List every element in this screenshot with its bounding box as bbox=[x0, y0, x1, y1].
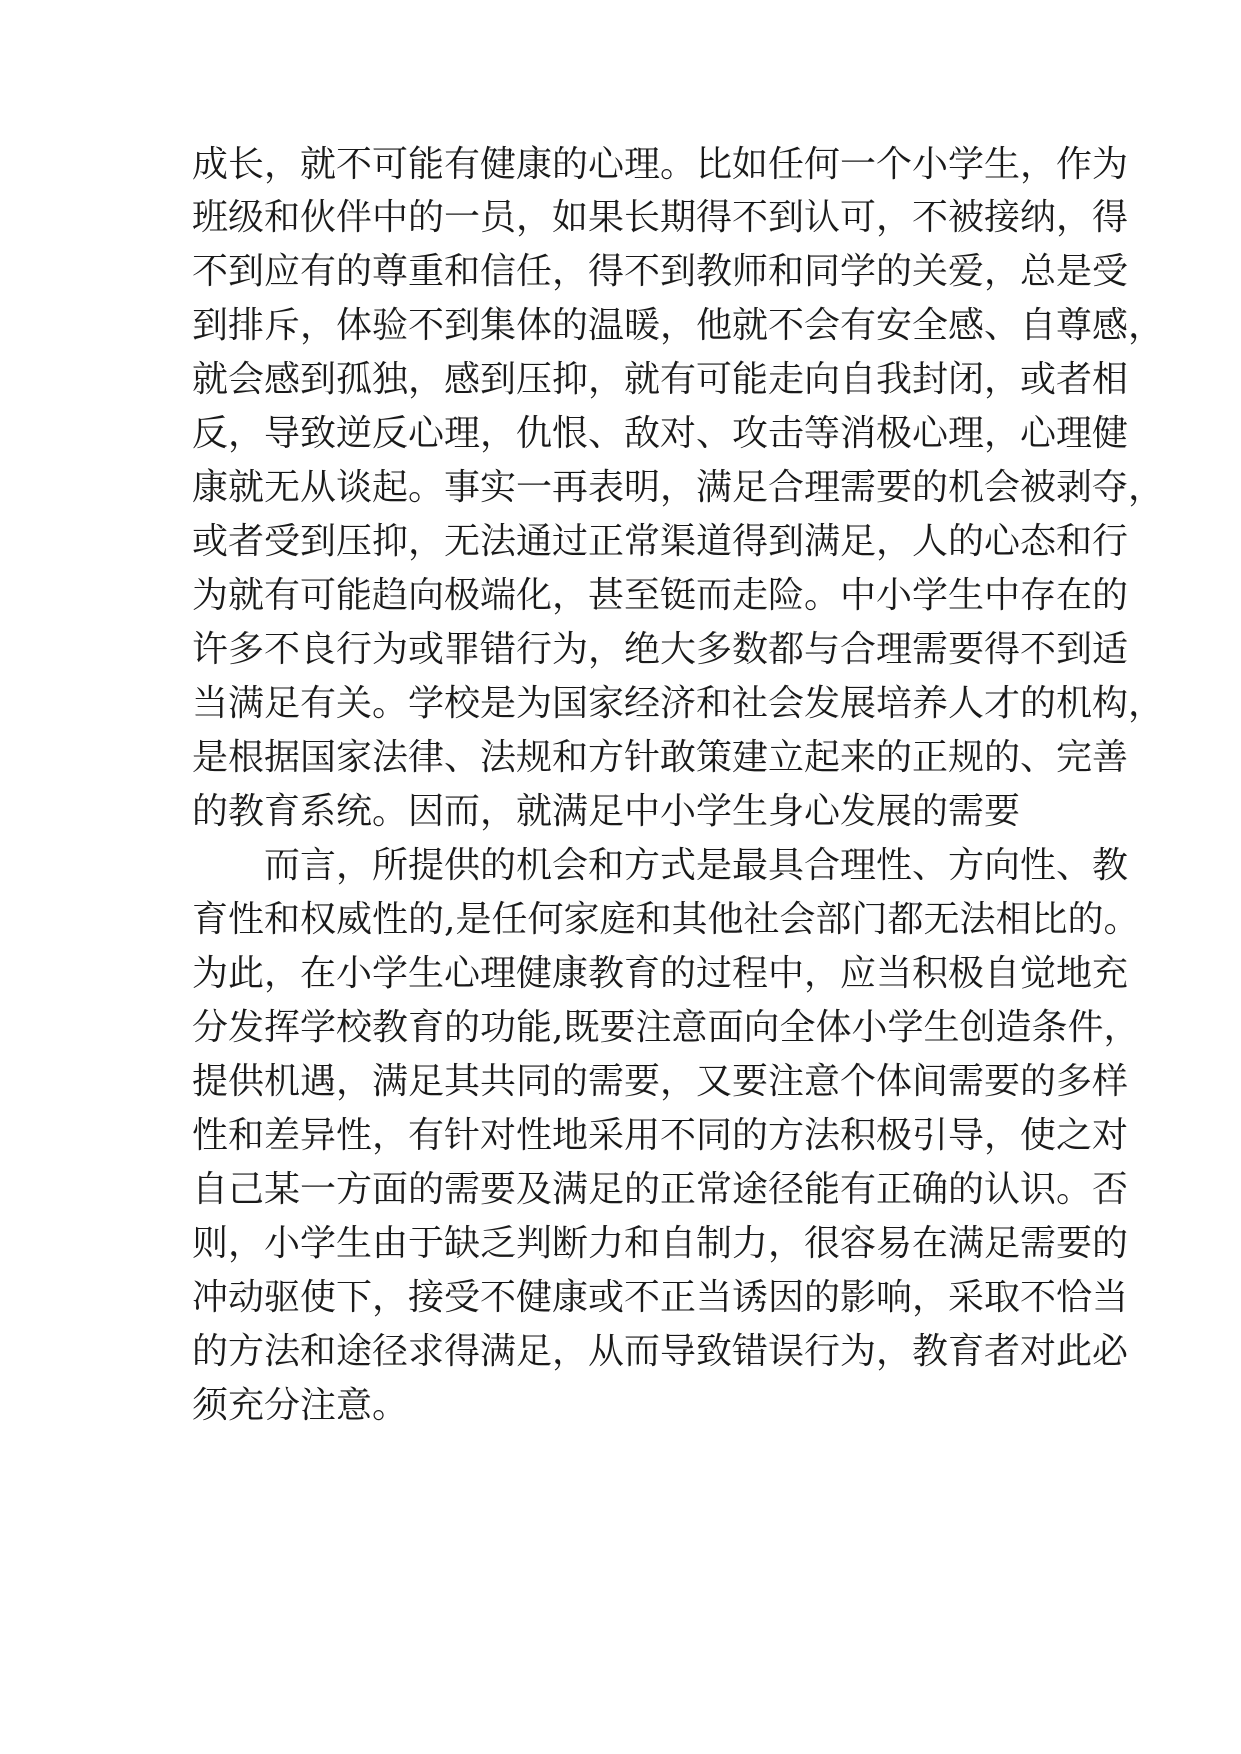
text-line: 或者受到压抑，无法通过正常渠道得到满足，人的心态和行 bbox=[192, 521, 1129, 562]
text-line: 育性和权威性的,是任何家庭和其他社会部门都无法相比的。 bbox=[192, 899, 1140, 940]
text-line: 提供机遇，满足其共同的需要，又要注意个体间需要的多样 bbox=[192, 1061, 1129, 1102]
text-line: 当满足有关。学校是为国家经济和社会发展培养人才的机构， bbox=[192, 683, 1165, 724]
text-line: 则，小学生由于缺乏判断力和自制力，很容易在满足需要的 bbox=[192, 1223, 1129, 1264]
text-line: 而言，所提供的机会和方式是最具合理性、方向性、教 bbox=[264, 845, 1129, 886]
text-line: 成长，就不可能有健康的心理。比如任何一个小学生，作为 bbox=[192, 144, 1129, 185]
text-line: 不到应有的尊重和信任，得不到教师和同学的关爱，总是受 bbox=[192, 251, 1129, 292]
text-line: 须充分注意。 bbox=[192, 1385, 409, 1426]
text-line: 到排斥，体验不到集体的温暖，他就不会有安全感、自尊感， bbox=[192, 305, 1165, 346]
text-line: 的教育系统。因而，就满足中小学生身心发展的需要 bbox=[192, 791, 1021, 832]
text-line: 就会感到孤独，感到压抑，就有可能走向自我封闭，或者相 bbox=[192, 359, 1129, 400]
text-line: 的方法和途径求得满足，从而导致错误行为，教育者对此必 bbox=[192, 1331, 1129, 1372]
text-line: 许多不良行为或罪错行为，绝大多数都与合理需要得不到适 bbox=[192, 629, 1129, 670]
text-line: 反，导致逆反心理，仇恨、敌对、攻击等消极心理，心理健 bbox=[192, 413, 1129, 454]
text-line: 性和差异性，有针对性地采用不同的方法积极引导，使之对 bbox=[192, 1115, 1129, 1156]
text-line: 为此，在小学生心理健康教育的过程中，应当积极自觉地充 bbox=[192, 953, 1129, 994]
text-line: 是根据国家法律、法规和方针敢策建立起来的正规的、完善 bbox=[192, 737, 1129, 778]
text-line: 康就无从谈起。事实一再表明，满足合理需要的机会被剥夺， bbox=[192, 467, 1165, 508]
text-line: 冲动驱使下，接受不健康或不正当诱因的影响，采取不恰当 bbox=[192, 1277, 1129, 1318]
text-line: 自己某一方面的需要及满足的正常途径能有正确的认识。否 bbox=[192, 1169, 1129, 1210]
text-line: 分发挥学校教育的功能,既要注意面向全体小学生创造条件， bbox=[192, 1007, 1140, 1048]
text-line: 为就有可能趋向极端化，甚至铤而走险。中小学生中存在的 bbox=[192, 575, 1129, 616]
text-line: 班级和伙伴中的一员，如果长期得不到认可，不被接纳，得 bbox=[192, 197, 1129, 238]
